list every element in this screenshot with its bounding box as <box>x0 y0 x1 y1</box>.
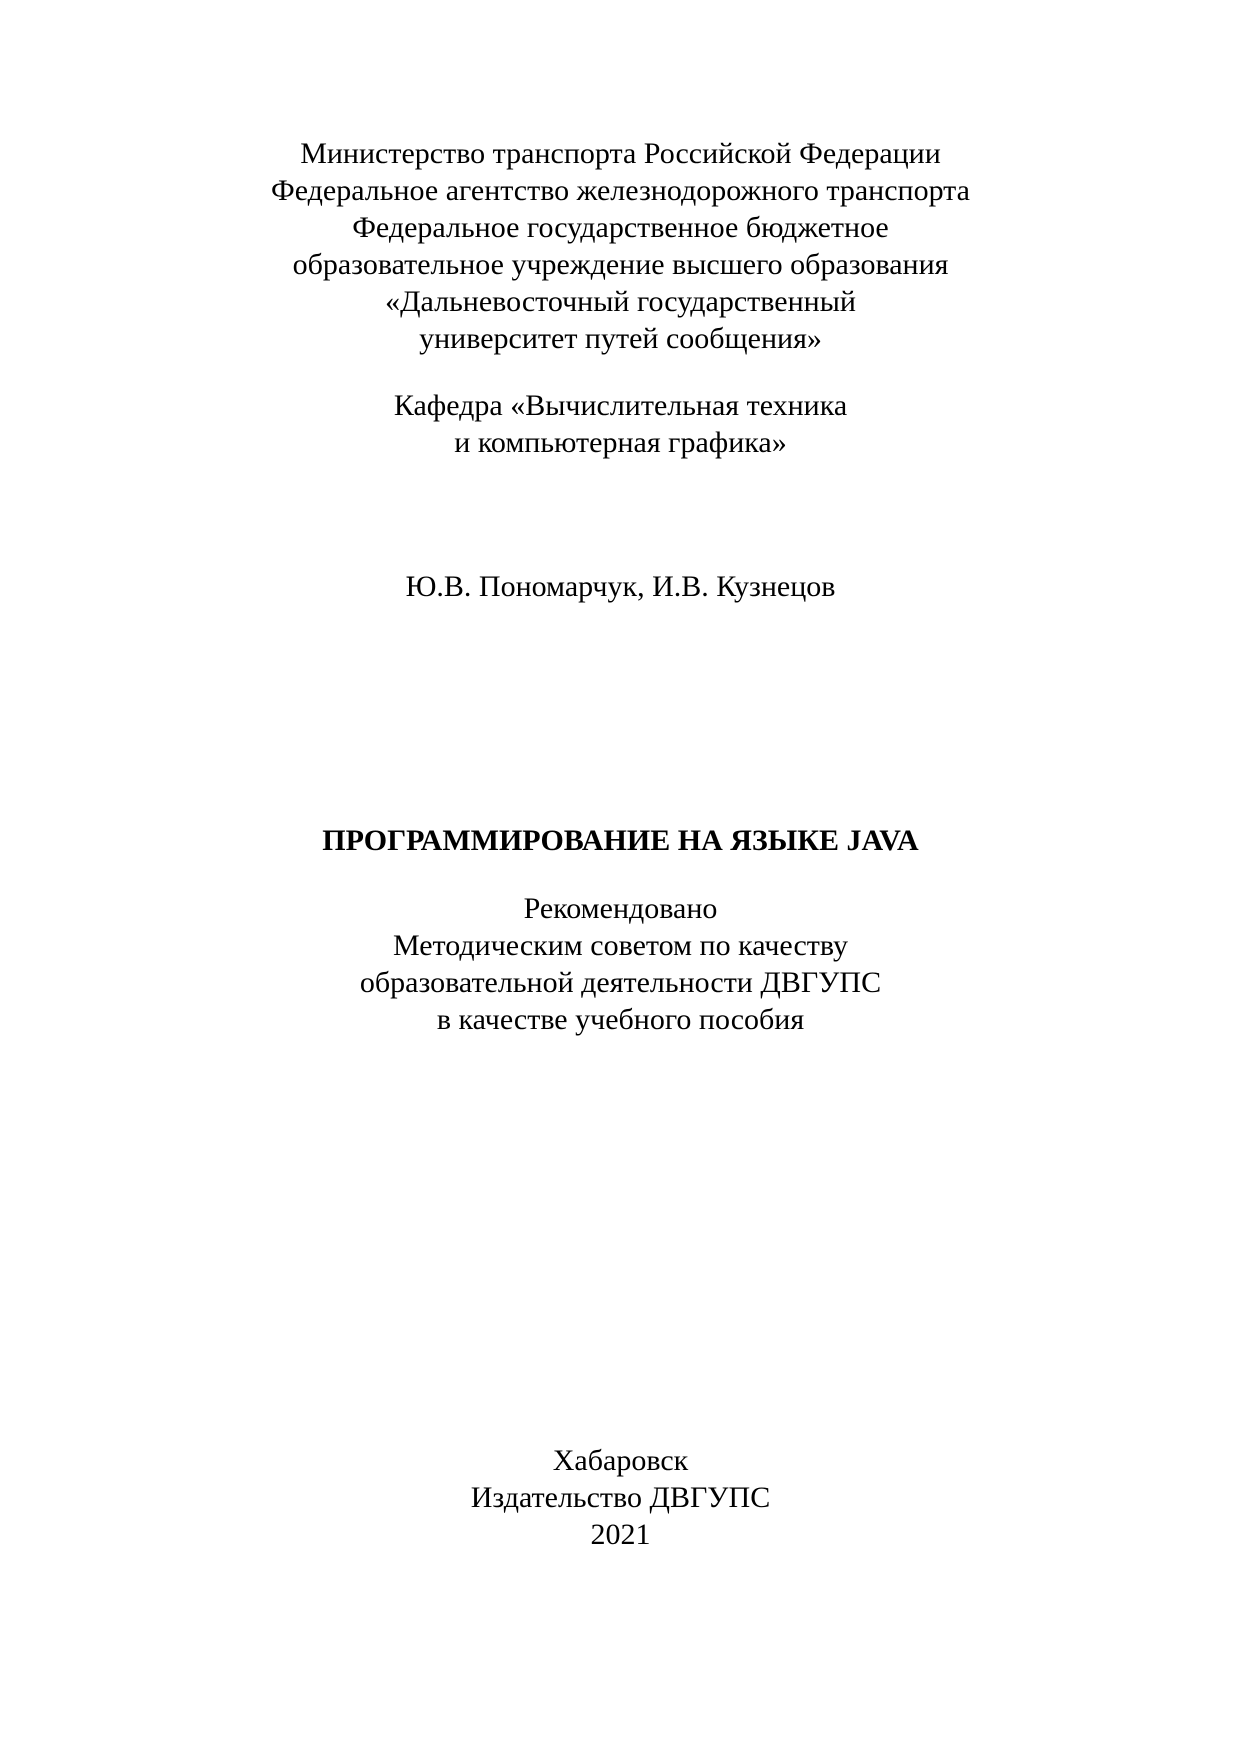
organization-header <box>0 135 1241 357</box>
document-title: ПРОГРАММИРОВАНИЕ НА ЯЗЫКЕ JAVA <box>322 824 919 857</box>
org-line-university-name-1: «Дальневосточный государственный <box>385 285 856 318</box>
recommendation-line-3: образовательной деятельности ДВГУПС <box>359 966 882 999</box>
recommendation <box>0 890 1241 1038</box>
imprint-year: 2021 <box>590 1518 651 1551</box>
authors: Ю.В. Пономарчук, И.В. Кузнецов <box>405 570 836 603</box>
org-line-agency: Федеральное агентство железнодорожного транспорта <box>271 174 970 207</box>
imprint-city: Хабаровск <box>552 1444 689 1477</box>
org-line-institution-type: Федеральное государственное бюджетное <box>352 211 889 244</box>
department-line-2: и компьютерная графика» <box>454 426 787 459</box>
department <box>0 387 1241 461</box>
imprint <box>0 1442 1241 1553</box>
org-line-university-name-2: университет путей сообщения» <box>419 322 822 355</box>
recommendation-line-2: Методическим советом по качеству <box>392 929 849 962</box>
org-line-education-level: образовательное учреждение высшего образования <box>292 248 949 281</box>
recommendation-line-4: в качестве учебного пособия <box>436 1003 805 1036</box>
recommendation-line-1: Рекомендовано <box>523 892 718 925</box>
org-line-ministry: Министерство транспорта Российской Федерации <box>300 137 941 170</box>
department-line-1: Кафедра «Вычислительная техника <box>393 389 848 422</box>
imprint-publisher: Издательство ДВГУПС <box>470 1481 771 1514</box>
